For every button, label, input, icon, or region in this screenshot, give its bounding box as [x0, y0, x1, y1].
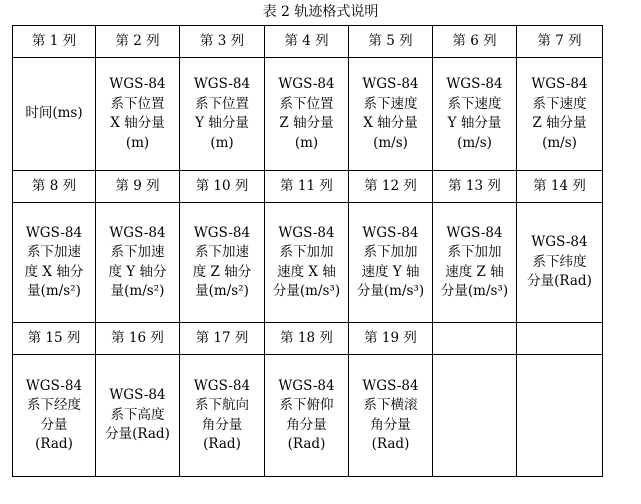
column-description: WGS-84 系下横滚 角分量 (Rad) — [349, 355, 433, 477]
column-header: 第 2 列 — [96, 26, 180, 58]
description-row-1 — [13, 58, 603, 171]
column-description: WGS-84 系下高度 分量(Rad) — [96, 355, 180, 477]
column-description: WGS-84 系下航向 角分量 (Rad) — [180, 355, 265, 477]
column-description: WGS-84 系下位置 X 轴分量 (m) — [96, 58, 180, 171]
column-header: 第 6 列 — [433, 26, 517, 58]
column-header: 第 14 列 — [517, 171, 603, 203]
column-header: 第 15 列 — [13, 323, 96, 355]
column-description: WGS-84 系下加速 度 Z 轴分 量(m/s²) — [180, 203, 265, 323]
column-header: 第 13 列 — [433, 171, 517, 203]
column-description: WGS-84 系下加速 度 Y 轴分 量(m/s²) — [96, 203, 180, 323]
column-description: WGS-84 系下位置 Y 轴分量 (m) — [180, 58, 265, 171]
column-header: 第 11 列 — [265, 171, 349, 203]
column-description: WGS-84 系下加速 度 X 轴分 量(m/s²) — [13, 203, 96, 323]
column-description: WGS-84 系下俯仰 角分量 (Rad) — [265, 355, 349, 477]
column-header: 第 4 列 — [265, 26, 349, 58]
column-header: 第 3 列 — [180, 26, 265, 58]
description-row-2 — [13, 203, 603, 323]
table-caption: 表 2 轨迹格式说明 — [262, 4, 379, 20]
column-header: 第 9 列 — [96, 171, 180, 203]
column-header: 第 12 列 — [349, 171, 433, 203]
column-header: 第 16 列 — [96, 323, 180, 355]
header-row-1 — [13, 26, 603, 58]
column-description: WGS-84 系下经度 分量 (Rad) — [13, 355, 96, 477]
column-header: 第 5 列 — [349, 26, 433, 58]
empty-cell — [433, 355, 517, 477]
trajectory-format-table — [12, 25, 603, 477]
column-description: 时间(ms) — [13, 58, 96, 171]
header-row-2 — [13, 171, 603, 203]
column-description: WGS-84 系下位置 Z 轴分量 (m) — [265, 58, 349, 171]
description-row-3 — [13, 355, 603, 477]
column-header: 第 18 列 — [265, 323, 349, 355]
empty-cell — [517, 323, 603, 355]
empty-cell — [517, 355, 603, 477]
column-description: WGS-84 系下速度 X 轴分量 (m/s) — [349, 58, 433, 171]
header-row-3 — [13, 323, 603, 355]
column-header: 第 19 列 — [349, 323, 433, 355]
column-description: WGS-84 系下速度 Y 轴分量 (m/s) — [433, 58, 517, 171]
column-description: WGS-84 系下速度 Z 轴分量 (m/s) — [517, 58, 603, 171]
column-description: WGS-84 系下加加 速度 Y 轴 分量(m/s³) — [349, 203, 433, 323]
column-header: 第 7 列 — [517, 26, 603, 58]
column-description: WGS-84 系下加加 速度 Z 轴 分量(m/s³) — [433, 203, 517, 323]
column-header: 第 10 列 — [180, 171, 265, 203]
column-description: WGS-84 系下加加 速度 X 轴 分量(m/s³) — [265, 203, 349, 323]
column-header: 第 8 列 — [13, 171, 96, 203]
column-header: 第 17 列 — [180, 323, 265, 355]
empty-cell — [433, 323, 517, 355]
column-header: 第 1 列 — [13, 26, 96, 58]
column-description: WGS-84 系下纬度 分量(Rad) — [517, 203, 603, 323]
